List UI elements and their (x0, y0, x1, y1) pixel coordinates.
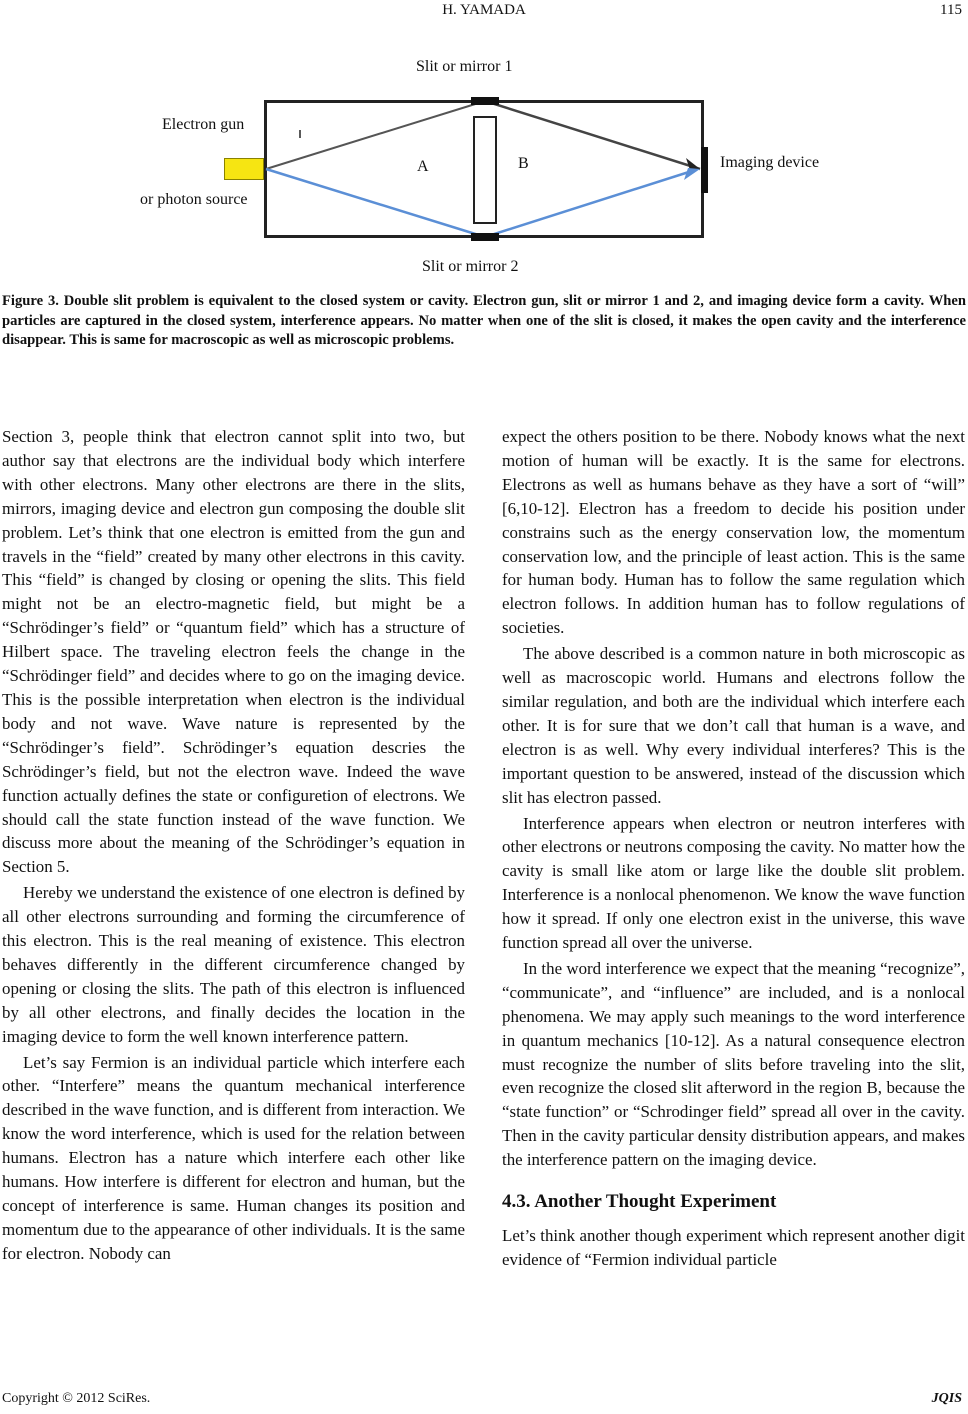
figure-caption: Figure 3. Double slit problem is equivalent to the closed system or cavity. Electron gun, slit or mirror 1 and 2, and imaging device form a cavity. When particles are captured in the closed system, interference appears. No matter when one of the slit is closed, it makes the open cavity and the interference disappear. This is same for macroscopic as well as microscopic problems. (2, 293, 966, 348)
paragraph: Let’s think another though experiment which represent another digit evidence of “Fermion individual particle (502, 1226, 965, 1269)
running-head-author: H. YAMADA (442, 2, 526, 18)
right-column (502, 425, 965, 1272)
section-heading: 4.3. Another Thought Experiment (502, 1191, 777, 1213)
label-slit-1: Slit or mirror 1 (416, 58, 513, 75)
paragraph: Let’s say Fermion is an individual particle which interfere each other. “Interfere” means the quantum mechanical interference described in the wave function, and is different from interaction. We know the word interference, which is used for the relation between humans. Electron has a nature which interfere each other like humans. How interfere is different for electron and human, but the concept of interference is same. Human changes its position and momentum due to the appearance of other individuals. It is the same for electron. Nobody can (2, 1052, 465, 1263)
ray-lower-1 (266, 169, 485, 237)
slit-mirror-2 (471, 233, 499, 241)
slit-mirror-1 (471, 97, 499, 105)
paragraph: expect the others position to be there. Nobody knows what the next motion of human will be exactly. It is the same for electrons. Electrons as well as humans behave as they have a sort of “will” [6,10-12]. Electron has a freedom to decide his position under constrains such as the energy conservation low, the momentum conservation low, and the principle of least action. This is the same for human body. Human has to follow the same regulation which electron follows. In addition human has to follow regulations of societies. (502, 427, 965, 638)
label-electron-gun: Electron gun (162, 116, 245, 133)
slit-plate (473, 116, 497, 224)
imaging-device (701, 147, 708, 193)
footer-copyright: Copyright © 2012 SciRes. (2, 1391, 151, 1406)
paragraph: In the word interference we expect that the meaning “recognize”, “communicate”, and “influence” are included, and is a nonlocal phenomena. We may apply such meanings to the word interference in quantum mechanics [10-12]. As a natural consequence electron must recognize the number of slits before traveling into the slit, even recognize the closed slit afterword in the region B, because the “state function” or “Schrodinger field” spread all over in the cavity. Then in the cavity particular density distribution appears, and makes the interference pattern on the imaging device. (502, 958, 965, 1170)
page-number: 115 (940, 2, 962, 18)
ray-lower-2 (485, 171, 692, 237)
paragraph: The above described is a common nature in both microscopic as well as macroscopic world. Humans and electrons follow the similar regulation, and both are the individual which interfere each other. It is for sure that we don’t call that human is a wave, and electron is as well. Why every individual interferes? This is the important question to be answered, instead of the discussion which slit has electron passed. (502, 644, 965, 807)
ray-upper-1 (266, 101, 485, 169)
label-region-b: B (518, 155, 529, 172)
electron-gun (224, 158, 264, 180)
figure-3 (0, 0, 968, 290)
arrow-head-lower (684, 168, 700, 180)
label-photon-source: or photon source (140, 191, 248, 208)
left-column (2, 425, 465, 1266)
paragraph: Section 3, people think that electron cannot split into two, but author say that electrons are the individual body which interfere with other electrons. Many other electrons are there in the slits, mirrors, imaging device and electron gun composing the double slit problem. Let’s think that one electron is emitted from the gun and travels in the “field” created by many other electrons in this cavity. This “field” is changed by closing or opening the slits. This field might not be an electro-magnetic field, but might be a “Schrödinger’s field” or “quantum field” which has a structure of Hilbert space. The traveling electron feels the change in the “Schrödinger field” and decides where to go on the imaging device. This is the possible interpretation when electron is the individual body and not wave. Wave nature is represented by the “Schrödinger’s field”. Schrödinger’s equation descries the Schrödinger’s field, but not the electron wave. Indeed the wave function actually defines the state or configuretion of electrons. We should call the state function instead of the wave function. We discuss more about the meaning of the Schrödinger’s equation in Section 5. (2, 427, 465, 877)
label-imaging-device: Imaging device (720, 154, 820, 171)
paragraph: Hereby we understand the existence of one electron is defined by all other electrons surrounding and forming the circumference of this electron. This is the real meaning of existence. This electron behaves differently in the different circumference changed by opening or closing the slits. The path of this electron is influenced by all other electrons, and finally decides the location in the imaging device to form the well known interference pattern. (2, 883, 465, 1046)
paragraph: Interference appears when electron or neutron interferes with other electrons or neutrons composing the cavity. No matter how the cavity is small like atom or large like the double slit problem. Interference is a nonlocal phenomenon. We know the wave function how it spread. If only one electron exist in the universe, this wave function spread all over the universe. (502, 813, 965, 953)
label-region-a: A (417, 158, 429, 175)
footer-journal: JQIS (931, 1391, 962, 1406)
label-slit-2: Slit or mirror 2 (422, 258, 519, 275)
